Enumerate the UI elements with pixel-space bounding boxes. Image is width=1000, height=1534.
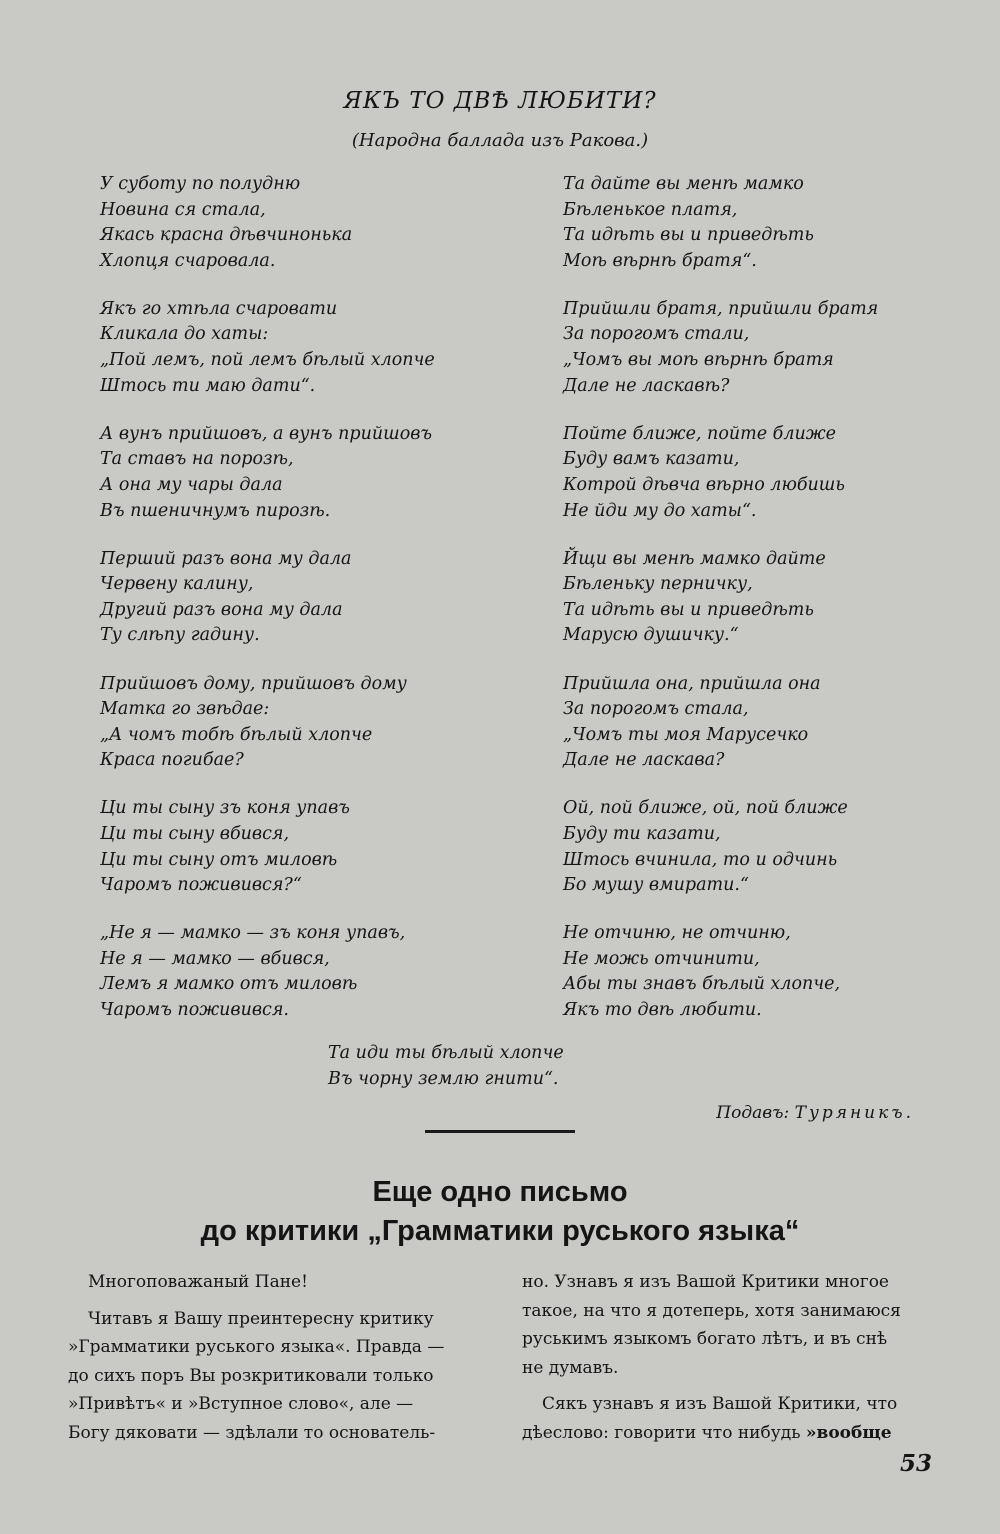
poem-signature xyxy=(716,1103,914,1123)
article-right-column xyxy=(522,1268,934,1447)
poem-line: Йщи вы менѣ мамко дайте xyxy=(563,548,826,569)
poem-line: Хлопця счаровала. xyxy=(100,250,276,271)
page-number: 53 xyxy=(899,1450,932,1477)
poem-line: Та идѣть вы и приведѣть xyxy=(563,225,814,246)
poem-line: Краса погибае? xyxy=(100,750,244,771)
poem-line: Та идѣть вы и приведѣть xyxy=(563,599,814,620)
poem-line: Новина ся стала, xyxy=(100,199,266,220)
poem-title: ЯКЪ ТО ДВѢ ЛЮБИТИ? xyxy=(343,88,657,114)
poem-line: Прийшовъ дому, прийшовъ дому xyxy=(100,673,407,694)
signature-prefix: Подавъ: xyxy=(716,1103,790,1123)
poem-line: Марусю душичку.“ xyxy=(563,625,739,646)
poem-line: А она му чары дала xyxy=(100,474,283,495)
poem-line: Кликала до хаты: xyxy=(100,324,269,345)
article-line: но. Узнавъ я изъ Вашой Критики многое xyxy=(522,1272,889,1292)
poem-line: Лемъ я мамко отъ миловѣ xyxy=(100,974,358,995)
poem-line: „Не я — мамко — зъ коня упавъ, xyxy=(100,923,406,944)
poem-line: Та дайте вы менѣ мамко xyxy=(563,174,804,194)
poem-stanza xyxy=(563,547,963,649)
poem-left-column xyxy=(100,172,500,1046)
poem-line: Не йди му до хаты“. xyxy=(563,500,757,521)
poem-line: Не я — мамко — вбився, xyxy=(100,948,330,969)
article-line: Богу дяковати — здѣлали то основатель- xyxy=(68,1422,436,1443)
poem-line: Дале не ласкавѣ? xyxy=(563,375,730,396)
article-line: руськимъ языкомъ богато лѣтъ, и въ снѣ xyxy=(522,1329,888,1349)
poem-line: Другий разъ вона му дала xyxy=(100,599,343,620)
closing-line: Та иди ты бѣлый хлопче xyxy=(328,1043,564,1063)
signature-name: Туряникъ. xyxy=(794,1103,914,1123)
poem-line: Бѣленьку перничку, xyxy=(563,574,753,595)
poem-line: Пойте ближе, пойте ближе xyxy=(563,423,836,444)
article-line: Читавъ я Вашу преинтересну критику xyxy=(88,1308,434,1329)
poem-line: За порогомъ стала, xyxy=(563,699,749,720)
poem-line: Штось ти маю дати“. xyxy=(100,375,316,396)
poem-stanza xyxy=(100,921,500,1023)
poem-line: Якъ го хтѣла счаровати xyxy=(100,298,338,319)
poem-stanza xyxy=(563,672,963,774)
article-line: такое, на что я дотеперь, хотя занимаюся xyxy=(522,1300,901,1321)
poem-line: Ту слѣпу гадину. xyxy=(100,625,260,646)
poem-stanza xyxy=(563,921,963,1023)
article-line: »Грамматики руського языка«. Правда — xyxy=(68,1337,445,1357)
poem-line: За порогомъ стали, xyxy=(563,324,750,345)
poem-stanza xyxy=(100,672,500,774)
article-line-bold: »вообще xyxy=(805,1422,892,1443)
poem-line: Не можь отчинити, xyxy=(563,948,760,969)
poem-line: Абы ты знавъ бѣлый хлопче, xyxy=(563,974,841,995)
poem-stanza xyxy=(563,796,963,898)
poem-line: Котрой дѣвча вѣрно любишь xyxy=(563,474,845,495)
poem-line: А вунъ прийшовъ, а вунъ прийшовъ xyxy=(100,423,433,444)
poem-line: Прийшли братя, прийшли братя xyxy=(563,298,879,319)
poem-line: „Чомъ вы моѣ вѣрнѣ братя xyxy=(563,350,834,371)
poem-line: Перший разъ вона му дала xyxy=(100,548,352,569)
article-line: не думавъ. xyxy=(522,1357,619,1378)
poem-line: Чаромъ поживився?“ xyxy=(100,875,302,896)
poem-line: Прийшла она, прийшла она xyxy=(563,673,821,694)
article-left-column xyxy=(68,1268,468,1447)
poem-line: Якъ то двѣ любити. xyxy=(563,1000,762,1021)
poem-line: Якась красна дѣвчинонька xyxy=(100,225,353,246)
poem-line: Червену калину, xyxy=(100,574,254,595)
poem-line: Ци ты сыну вбився, xyxy=(100,823,290,844)
article-line: до сихъ поръ Вы розкритиковали только xyxy=(68,1365,434,1386)
poem-line: „А чомъ тобѣ бѣлый хлопче xyxy=(100,724,373,745)
poem-line: Моѣ вѣрнѣ братя“. xyxy=(563,250,757,271)
poem-stanza xyxy=(100,422,500,524)
poem-stanza xyxy=(100,547,500,649)
poem-line: Дале не ласкава? xyxy=(563,750,725,771)
article-greeting: Многоповажаный Пане! xyxy=(88,1272,308,1292)
poem-line: Чаромъ поживився. xyxy=(100,1000,289,1021)
poem-right-column xyxy=(563,172,963,1046)
poem-subtitle: (Народна баллада изъ Ракова.) xyxy=(351,130,649,151)
poem-line: Бо мушу вмирати.“ xyxy=(563,875,749,896)
article-heading-line2: до критики „Грамматики руського языка“ xyxy=(200,1215,800,1247)
article-line xyxy=(522,1419,934,1448)
poem-stanza xyxy=(100,796,500,898)
article-line: »Привѣтъ« и »Вступное слово«, але — xyxy=(68,1394,414,1414)
poem-stanza xyxy=(563,422,963,524)
article-line-text: дѣеслово: говорити что нибудь xyxy=(522,1422,801,1443)
poem-line: Бѣленькое платя, xyxy=(563,199,738,220)
poem-line: Ци ты сыну отъ миловѣ xyxy=(100,849,338,870)
poem-closing xyxy=(328,1040,728,1092)
poem-stanza xyxy=(563,297,963,399)
section-divider xyxy=(425,1130,575,1133)
poem-line: Штось вчинила, то и одчинь xyxy=(563,849,838,870)
poem-line: Матка го звѣдае: xyxy=(100,699,270,720)
article-line: Сякъ узнавъ я изъ Вашой Критики, что xyxy=(542,1394,898,1414)
poem-stanza xyxy=(563,172,963,274)
poem-line: Буду ти казати, xyxy=(563,823,721,844)
article-heading-line1: Еще одно письмо xyxy=(372,1176,628,1208)
poem-line: Ци ты сыну зъ коня упавъ xyxy=(100,798,350,819)
poem-stanza xyxy=(100,172,500,274)
poem-line: „Чомъ ты моя Марусечко xyxy=(563,724,809,745)
closing-line: Въ чорну землю гнити“. xyxy=(328,1069,559,1089)
poem-line: Буду вамъ казати, xyxy=(563,449,740,470)
poem-line: Ой, пой ближе, ой, пой ближе xyxy=(563,798,848,819)
poem-line: Не отчиню, не отчиню, xyxy=(563,923,791,944)
poem-line: „Пой лемъ, пой лемъ бѣлый хлопче xyxy=(100,350,435,371)
poem-line: У суботу по полудню xyxy=(100,174,301,194)
poem-stanza xyxy=(100,297,500,399)
poem-line: Въ пшеничнумъ пирозѣ. xyxy=(100,500,331,521)
poem-line: Та ставъ на порозѣ, xyxy=(100,449,294,470)
